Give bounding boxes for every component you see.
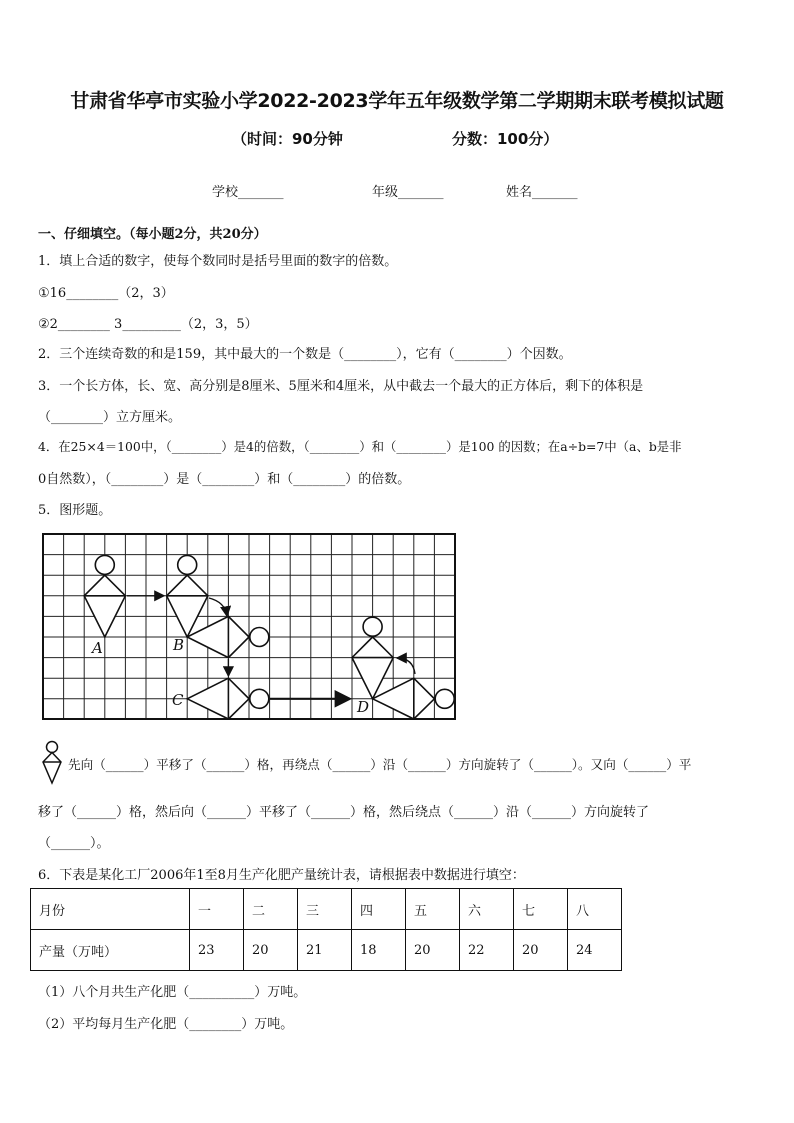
q5-text-3: （______）。: [38, 836, 110, 851]
table-cell: 七: [514, 889, 568, 930]
table-cell: 五: [406, 889, 460, 930]
table-cell: 二: [244, 889, 298, 930]
q5-text-2: 移了（______）格，然后向（______）平移了（______）格，然后绕点（______）沿（______）方向旋转了: [38, 805, 650, 820]
kite-figure-icon: [40, 740, 64, 786]
table-cell: 20: [514, 930, 568, 971]
name-field: 姓名_______: [506, 185, 578, 200]
transformation-grid-figure: [41, 532, 457, 722]
table-row: [31, 930, 622, 971]
figure-a: [84, 555, 125, 637]
q3-line1: 3．一个长方体，长、宽、高分别是8厘米、5厘米和4厘米，从中截去一个最大的正方体后，剩下的体积是: [38, 379, 644, 394]
q3-line2: （________）立方厘米。: [38, 410, 182, 425]
table-cell: 23: [190, 930, 244, 971]
production-table: [30, 888, 622, 971]
q1-stem: 1．填上合适的数字，使每个数同时是括号里面的数字的倍数。: [38, 254, 398, 269]
table-header-month: 月份: [31, 889, 190, 930]
school-field: 学校_______: [212, 185, 284, 200]
table-header-output: 产量（万吨）: [31, 930, 190, 971]
q6-part-2: （2）平均每月生产化肥（________）万吨。: [38, 1017, 294, 1032]
table-cell: 22: [460, 930, 514, 971]
table-cell: 24: [568, 930, 622, 971]
table-cell: 21: [298, 930, 352, 971]
q4-line2: 0自然数），（________）是（________）和（________）的倍数。: [38, 472, 411, 487]
table-cell: 18: [352, 930, 406, 971]
table-cell: 一: [190, 889, 244, 930]
q5-stem: 5．图形题。: [38, 503, 112, 518]
table-cell: 20: [244, 930, 298, 971]
exam-score: 分数：100分）: [452, 130, 559, 148]
table-cell: 六: [460, 889, 514, 930]
section-heading: 一、仔细填空。（每小题2分，共20分）: [38, 227, 267, 242]
table-cell: 20: [406, 930, 460, 971]
figure-c: [187, 678, 269, 719]
q6-part-1: （1）八个月共生产化肥（__________）万吨。: [38, 985, 307, 1000]
label-d: D: [357, 698, 370, 716]
q2: 2．三个连续奇数的和是159，其中最大的一个数是（________），它有（________）个因数。: [38, 347, 572, 362]
table-cell: 四: [352, 889, 406, 930]
label-b: B: [173, 636, 185, 654]
q5-text-1: 先向（______）平移了（______）格，再绕点（______）沿（______）方向旋转了（______）。又向（______）平: [68, 757, 692, 772]
label-c: C: [172, 691, 184, 709]
q6-stem: 6．下表是某化工厂2006年1至8月生产化肥产量统计表，请根据表中数据进行填空：: [38, 868, 525, 883]
grade-field: 年级_______: [372, 185, 444, 200]
label-a: A: [92, 639, 103, 657]
q4-line1: 4．在25×4＝100中，（________）是4的倍数，（________）和（________）是100 的因数；在a÷b=7中（a、b是非: [38, 439, 682, 454]
q1-part-a: ①16________（2，3）: [38, 286, 174, 301]
table-row: [31, 889, 622, 930]
page-title: 甘肃省华亭市实验小学2022-2023学年五年级数学第二学期期末联考模拟试题: [70, 90, 724, 112]
table-cell: 三: [298, 889, 352, 930]
table-cell: 八: [568, 889, 622, 930]
exam-time: （时间：90分钟: [232, 130, 343, 148]
q1-part-b: ②2________ 3_________（2，3，5）: [38, 317, 258, 332]
